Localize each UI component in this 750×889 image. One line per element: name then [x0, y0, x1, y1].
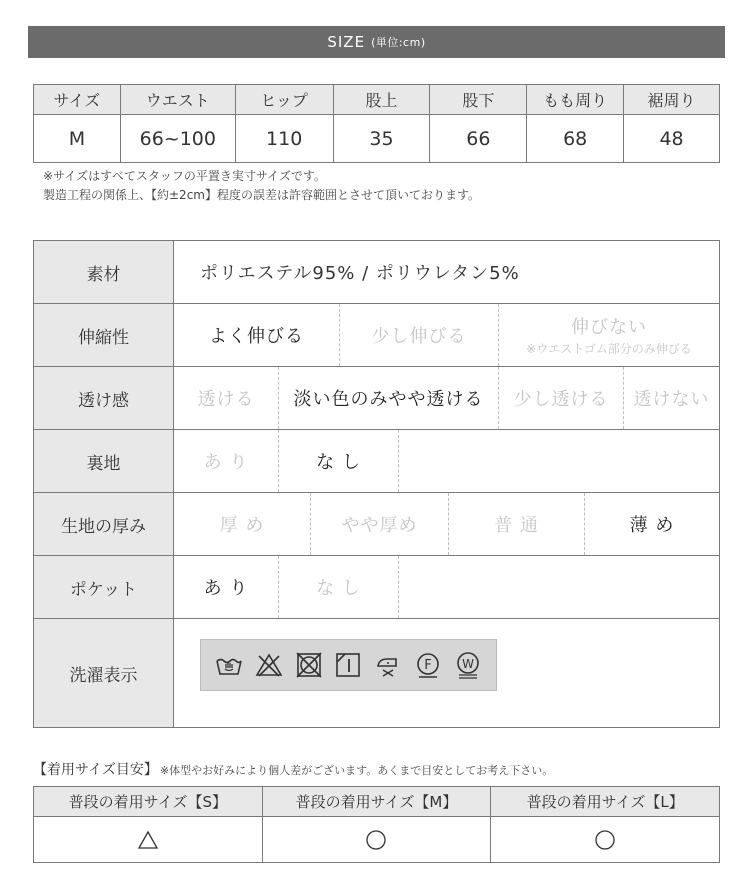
no-tumble-dry-icon [294, 650, 324, 680]
pocket-empty-cell [399, 556, 719, 618]
line-dry-shade-icon [333, 650, 363, 680]
iron-low-icon [373, 650, 403, 680]
spec-row-care [34, 619, 719, 727]
size-table [33, 84, 720, 163]
hand-wash-icon [214, 650, 244, 680]
guide-header-l: 普段の着用サイズ【L】 [491, 787, 720, 817]
spec-row-lining [34, 430, 719, 493]
thickness-option-thick: 厚 め [174, 493, 311, 555]
sheer-option-slight: 少し透ける [499, 367, 624, 429]
thickness-option-thin: 薄 め [629, 515, 675, 536]
thigh-col-header: もも周り [527, 85, 624, 115]
pocket-option-no: な し [279, 556, 399, 618]
size-col-header: サイズ [34, 85, 121, 115]
spec-row-material [34, 241, 719, 304]
guide-note: ※体型やお好みにより個人差がございます。あくまで目安としてお考え下さい。 [159, 764, 554, 777]
triangle-icon [137, 830, 159, 850]
stretch-option-high: よく伸びる [174, 304, 340, 366]
sheer-option-none: 透けない [633, 389, 710, 410]
guide-title: 【着用サイズ目安】 [33, 762, 158, 778]
circle-icon [365, 829, 387, 851]
sheer-option-light-colors: 淡い色のみやや透ける [279, 367, 499, 429]
dry-clean-f-icon [413, 650, 443, 680]
care-label: 洗濯表示 [34, 619, 174, 727]
guide-cell-m [262, 817, 491, 863]
guide-title-block [33, 759, 553, 779]
care-label-image [200, 639, 497, 691]
thickness-option-slightly-thick: やや厚め [311, 493, 449, 555]
material-value: ポリエステル95% / ポリウレタン5% [200, 263, 520, 284]
stretch-option-none-text: 伸びない [571, 317, 647, 338]
stretch-label: 伸縮性 [34, 304, 174, 366]
waist-col-header: ウエスト [120, 85, 235, 115]
stretch-option-note: ※ウエストゴム部分のみ伸びる [526, 342, 692, 356]
pocket-label: ポケット [34, 556, 174, 618]
size-note-line: ※サイズはすべてスタッフの平置き実寸サイズです。 [43, 169, 326, 183]
size-header-bar [28, 26, 725, 58]
wet-clean-w-icon [453, 650, 483, 680]
guide-mark-row [34, 817, 720, 863]
guide-header-s: 普段の着用サイズ【S】 [34, 787, 263, 817]
pocket-option-yes: あ り [174, 556, 279, 618]
lining-empty-cell [399, 430, 719, 492]
hip-value: 110 [235, 115, 333, 163]
rise-col-header: 股上 [333, 85, 430, 115]
inseam-col-header: 股下 [430, 85, 527, 115]
guide-header-row [34, 787, 720, 817]
spec-table [33, 240, 720, 728]
guide-header-m: 普段の着用サイズ【M】 [262, 787, 491, 817]
spec-row-pocket [34, 556, 719, 619]
no-bleach-icon [254, 650, 284, 680]
thigh-value: 68 [527, 115, 624, 163]
hem-col-header: 裾周り [624, 85, 720, 115]
thickness-label: 生地の厚み [34, 493, 174, 555]
guide-cell-l [491, 817, 720, 863]
size-header-unit: (単位:cm) [371, 36, 426, 49]
svg-text:F: F [424, 658, 432, 673]
inseam-value: 66 [430, 115, 527, 163]
stretch-option-none [499, 304, 719, 366]
size-notes [43, 167, 480, 205]
lining-option-no: な し [279, 430, 399, 492]
sheer-label: 透け感 [34, 367, 174, 429]
size-value: M [34, 115, 121, 163]
svg-text:W: W [462, 657, 474, 671]
circle-icon [594, 829, 616, 851]
hip-col-header: ヒップ [235, 85, 333, 115]
spec-row-sheer [34, 367, 719, 430]
size-header-title: SIZE [327, 33, 366, 51]
thickness-option-normal: 普 通 [449, 493, 585, 555]
sheer-option-sheer: 透ける [174, 367, 279, 429]
spec-row-stretch [34, 304, 719, 367]
size-table-header-row [34, 85, 720, 115]
lining-label: 裏地 [34, 430, 174, 492]
rise-value: 35 [333, 115, 430, 163]
size-table-row [34, 115, 720, 163]
waist-value: 66~100 [120, 115, 235, 163]
size-note-line: 製造工程の関係上、【約±2cm】程度の誤差は許容範囲とさせて頂いております。 [43, 188, 481, 202]
hem-value: 48 [624, 115, 720, 163]
guide-cell-s [34, 817, 263, 863]
guide-table [33, 786, 720, 863]
lining-option-yes: あ り [174, 430, 279, 492]
spec-row-thickness [34, 493, 719, 556]
stretch-option-some: 少し伸びる [340, 304, 499, 366]
material-label: 素材 [34, 241, 174, 303]
